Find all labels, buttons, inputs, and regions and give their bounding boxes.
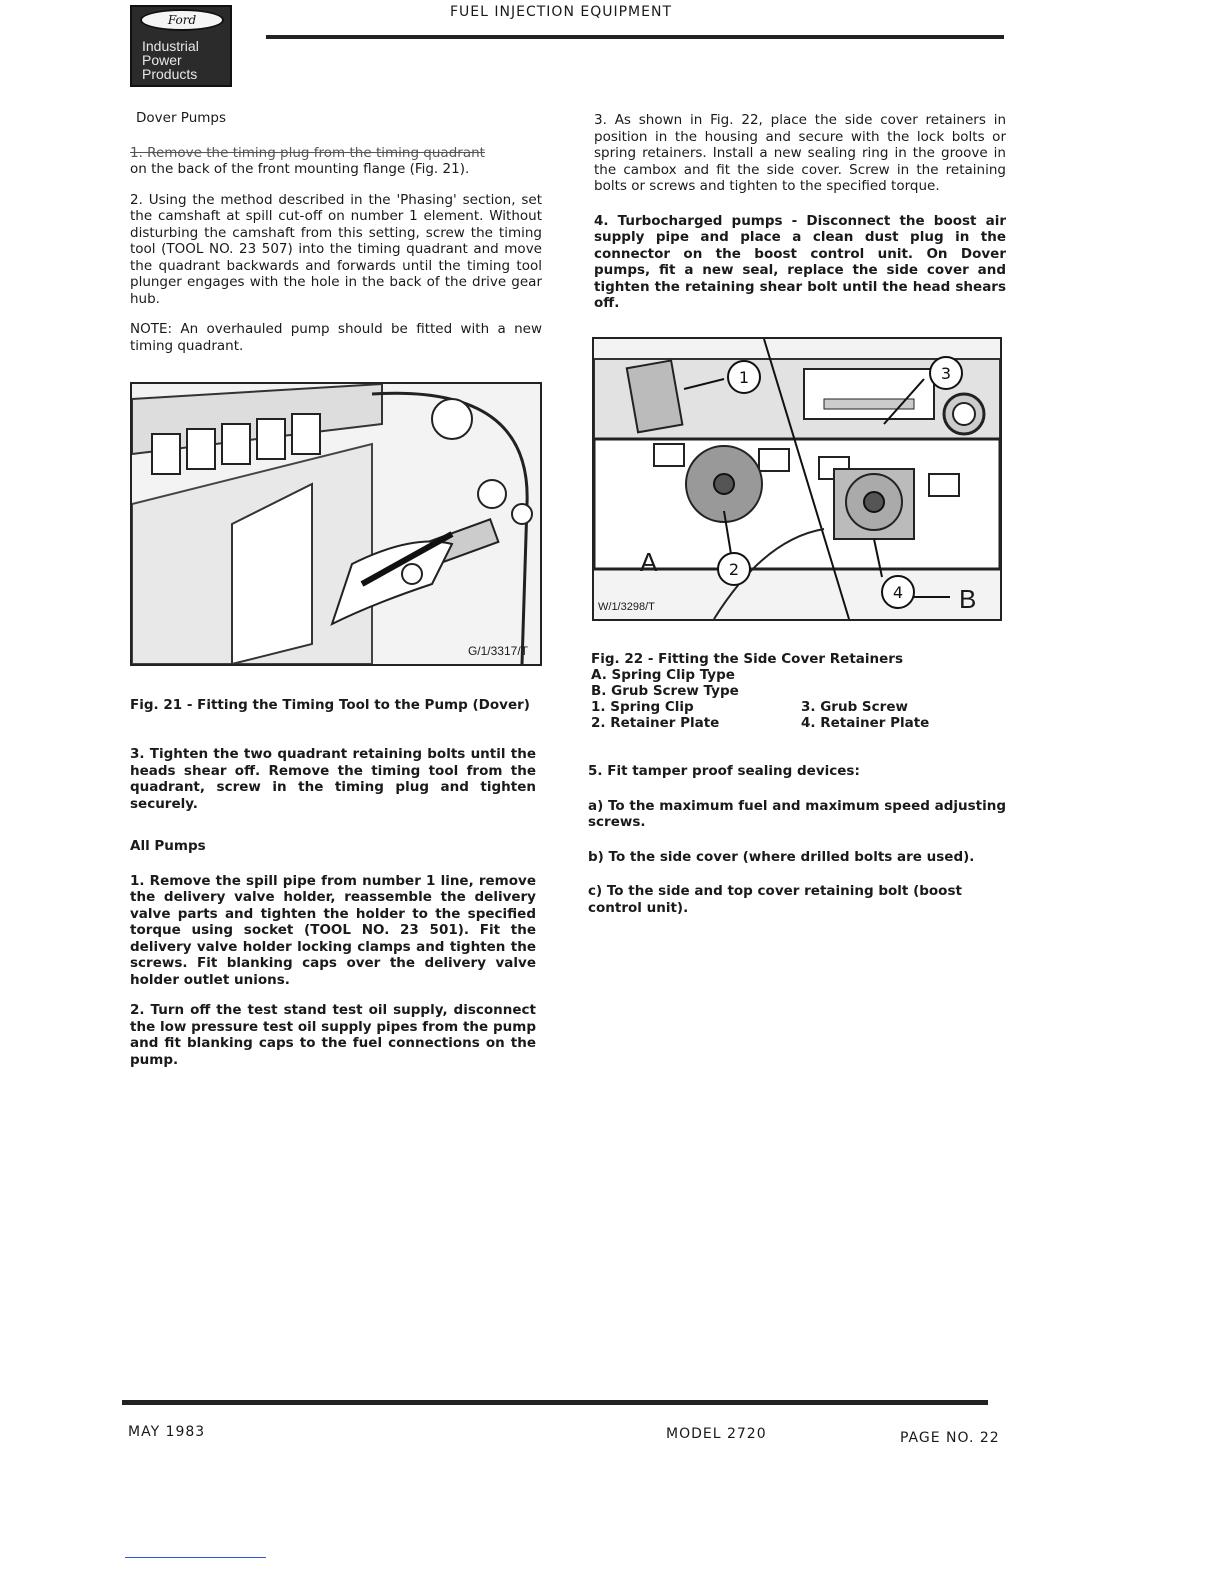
section-heading-all-pumps: All Pumps [130, 838, 206, 854]
step-1-obscured-line: 1. Remove the timing plug from the timing quadrant [130, 144, 485, 161]
fig22-type-a: A. Spring Clip Type [591, 667, 735, 683]
fig22-item-4: 4. Retainer Plate [801, 715, 930, 731]
right-column-lower [588, 763, 1008, 930]
figure-22-reference: W/1/3298/T [598, 601, 655, 613]
figure-21-photo [130, 382, 542, 666]
step-1-text: on the back of the front mounting flange (Fig. 21). [130, 161, 470, 177]
figure-22-photo [592, 337, 1002, 621]
step-3-text: 3. Tighten the two quadrant retaining bolts until the heads shear off. Remove the timing tool from the quadrant, screw in the timing plug and tighten securely. [130, 746, 536, 812]
figure-22-caption [591, 651, 1011, 731]
step-5b-text: b) To the side cover (where drilled bolts are used). [588, 848, 975, 865]
fig22-callout-3-label: 3 [940, 364, 952, 383]
fig22-items-row-1 [591, 699, 1011, 715]
section-heading-dover: Dover Pumps [136, 110, 227, 126]
fig22-caption-title: Fig. 22 - Fitting the Side Cover Retainers [591, 651, 903, 667]
footer-date: MAY 1983 [128, 1424, 206, 1440]
fig22-callout-2-label: 2 [728, 560, 740, 579]
header-rule [266, 35, 1004, 39]
right-step-4-text: 4. Turbocharged pumps - Disconnect the boost air supply pipe and place a clean dust plug in the connector on the boost control unit. On Dover pumps, fit a new seal, replace the side cover and tighten the retaining shear bolt until the head shears off. [594, 212, 1006, 311]
note-text: NOTE: An overhauled pump should be fitted with a new timing quadrant. [130, 321, 542, 354]
right-column [594, 112, 1006, 326]
figure-21-caption: Fig. 21 - Fitting the Timing Tool to the Pump (Dover) [130, 697, 530, 713]
step-2-text: 2. Using the method described in the 'Phasing' section, set the camshaft at spill cut-off on number 1 element. Without disturbing the camshaft from this setting, screw the timing tool (TOOL NO. 23 507) into the timing quadrant and move the quadrant backwards and forwards until the timing tool plunger engages with the hole in the back of the drive gear hub. [130, 191, 542, 307]
left-column [130, 110, 542, 368]
fig22-type-b: B. Grub Screw Type [591, 683, 739, 699]
fig22-item-1: 1. Spring Clip [591, 699, 694, 715]
left-column-lower [130, 746, 536, 1082]
all-pumps-step-2: 2. Turn off the test stand test oil supply, disconnect the low pressure test oil supply pipes from the pump and fit blanking caps to the fuel connections on the pump. [130, 1002, 536, 1068]
figure-21-drawing [132, 384, 540, 664]
ford-oval-logo: Ford [140, 9, 224, 31]
fig22-item-3: 3. Grub Screw [801, 699, 908, 715]
step-5a-text: a) To the maximum fuel and maximum speed adjusting screws. [588, 797, 1007, 830]
bottom-link-line [125, 1557, 266, 1558]
fig22-label-a: A [640, 547, 658, 577]
step-5-text: 5. Fit tamper proof sealing devices: [588, 763, 860, 779]
fig22-items-row-2 [591, 715, 1011, 731]
fig22-label-b: B [959, 584, 977, 614]
footer-page-number: PAGE NO. 22 [900, 1430, 1000, 1446]
footer-model: MODEL 2720 [666, 1426, 767, 1442]
footer-rule [122, 1400, 988, 1405]
right-step-3-text: 3. As shown in Fig. 22, place the side cover retainers in position in the housing and secure with the lock bolts or spring retainers. Install a new sealing ring in the groove in the cambox and fit the side cover. Screw in the retaining bolts or screws and tighten to the specified torque. [594, 112, 1006, 194]
fig22-callout-4-label: 4 [892, 583, 904, 602]
all-pumps-step-1: 1. Remove the spill pipe from number 1 line, remove the delivery valve holder, reassemble the delivery valve parts and tighten the holder to the specified torque using socket (TOOL NO. 23 501). Fit the delivery valve holder locking clamps and tighten the screws. Fit blanking caps over the delivery valve holder outlet unions. [130, 872, 536, 988]
ford-industrial-logo [130, 5, 232, 87]
fig22-item-2: 2. Retainer Plate [591, 715, 720, 731]
page-header-title: FUEL INJECTION EQUIPMENT [450, 4, 673, 20]
step-5c-text: c) To the side and top cover retaining bolt (boost control unit). [588, 883, 962, 916]
fig22-callout-1-label: 1 [738, 368, 750, 387]
logo-text: Industrial Power Products [142, 38, 199, 82]
figure-21-reference: G/1/3317/T [467, 644, 528, 658]
